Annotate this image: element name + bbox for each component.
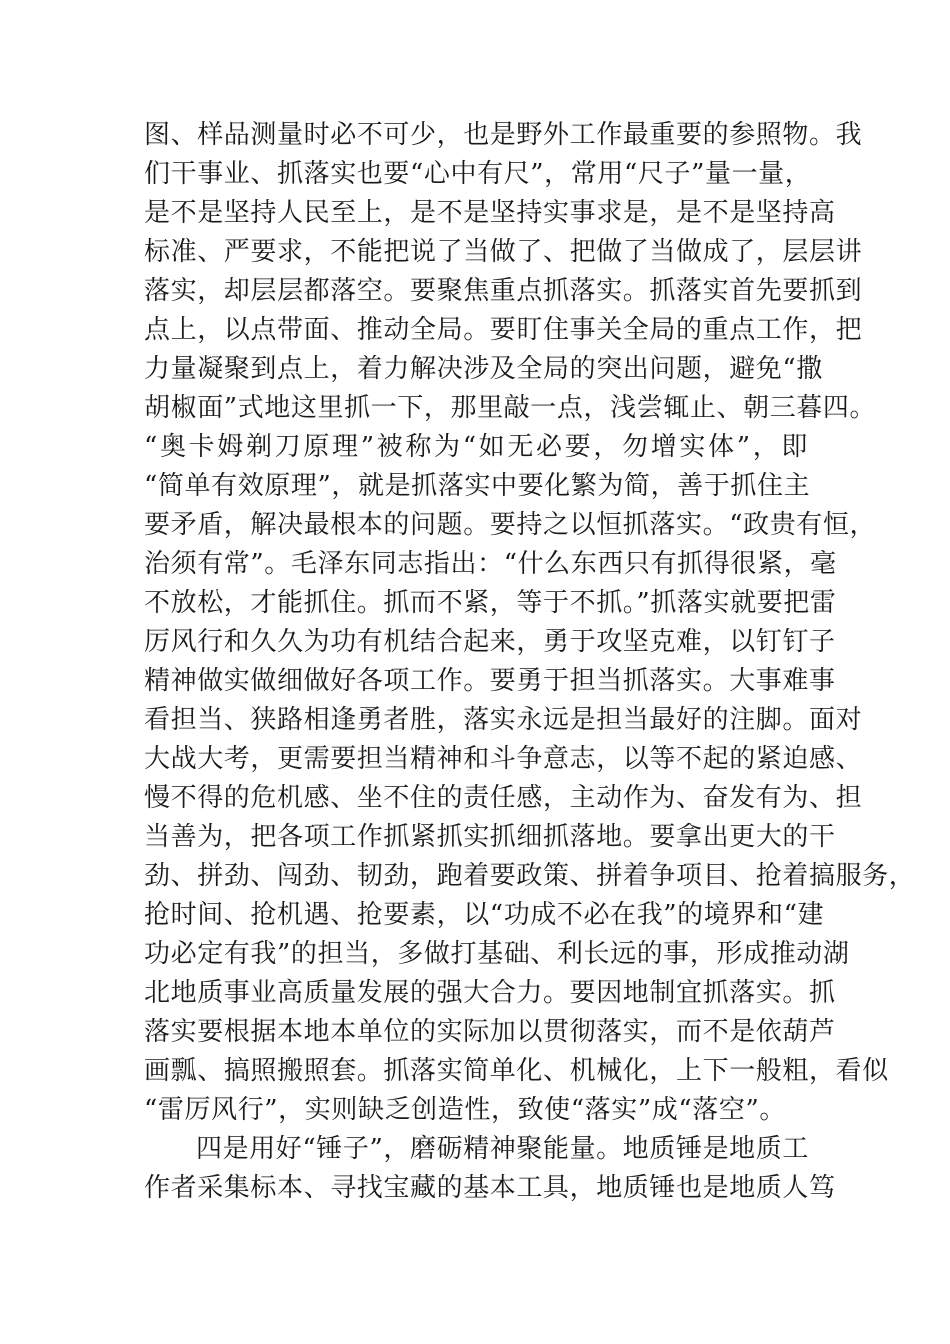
text-line: 要矛盾，解决最根本的问题。要持之以恒抓落实。“政贵有恒， — [144, 510, 877, 540]
text-line: 画瓢、搞照搬照套。抓落实简单化、机械化，上下一般粗，看似 — [144, 1056, 889, 1086]
text-line: 们干事业、抓落实也要“心中有尺”，常用“尺子”量一量， — [144, 159, 812, 189]
paragraph-end-line: “雷厉风行”，实则缺乏创造性，致使“落实”成“落空”。 — [144, 1095, 786, 1125]
text-line: 当善为，把各项工作抓紧抓实抓细抓落地。要拿出更大的干 — [144, 822, 836, 852]
text-line: 标准、严要求，不能把说了当做了、把做了当做成了，层层讲 — [144, 237, 863, 267]
text-line: 胡椒面”式地这里抓一下，那里敲一点，浅尝辄止、朝三暮四。 — [144, 393, 877, 423]
text-line: 落实，却层层都落空。要聚焦重点抓落实。抓落实首先要抓到 — [144, 276, 863, 306]
text-line: 大战大考，更需要担当精神和斗争意志，以等不起的紧迫感、 — [144, 744, 863, 774]
text-line: 点上，以点带面、推动全局。要盯住事关全局的重点工作，把 — [144, 315, 863, 345]
text-line: 精神做实做细做好各项工作。要勇于担当抓落实。大事难事 — [144, 666, 836, 696]
text-line: 北地质事业高质量发展的强大合力。要因地制宜抓落实。抓 — [144, 978, 836, 1008]
text-line: 作者采集标本、寻找宝藏的基本工具，地质锤也是地质人笃 — [144, 1173, 836, 1203]
text-line: 是不是坚持人民至上，是不是坚持实事求是，是不是坚持高 — [144, 198, 836, 228]
text-line: 不放松，才能抓住。抓而不紧，等于不抓。”抓落实就要把雷 — [144, 588, 837, 618]
text-line: 落实要根据本地本单位的实际加以贯彻落实，而不是依葫芦 — [144, 1017, 836, 1047]
text-line: 慢不得的危机感、坐不住的责任感，主动作为、奋发有为、担 — [144, 783, 863, 813]
text-line: 治须有常”。毛泽东同志指出：“什么东西只有抓得很紧，毫 — [144, 549, 837, 579]
text-line: 看担当、狭路相逢勇者胜，落实永远是担当最好的注脚。面对 — [144, 705, 863, 735]
text-line: 厉风行和久久为功有机结合起来，勇于攻坚克难，以钉钉子 — [144, 627, 836, 657]
text-line: “奥卡姆剃刀原理”被称为“如无必要，勿增实体”，即 — [144, 432, 808, 462]
body-text — [144, 116, 916, 1208]
text-line: 图、样品测量时必不可少，也是野外工作最重要的参照物。我 — [144, 120, 863, 150]
text-line: 劲、拼劲、闯劲、韧劲，跑着要政策、拼着争项目、抢着搞服务， — [144, 861, 916, 891]
paragraph-start-line: 四是用好“锤子”，磨砺精神聚能量。地质锤是地质工 — [196, 1134, 809, 1164]
text-line: 抢时间、抢机遇、抢要素，以“功成不必在我”的境界和“建 — [144, 900, 825, 930]
text-line: “简单有效原理”，就是抓落实中要化繁为简，善于抓住主 — [144, 471, 811, 501]
text-line: 力量凝聚到点上，着力解决涉及全局的突出问题，避免“撒 — [144, 354, 823, 384]
text-line: 功必定有我”的担当，多做打基础、利长远的事，形成推动湖 — [144, 939, 850, 969]
